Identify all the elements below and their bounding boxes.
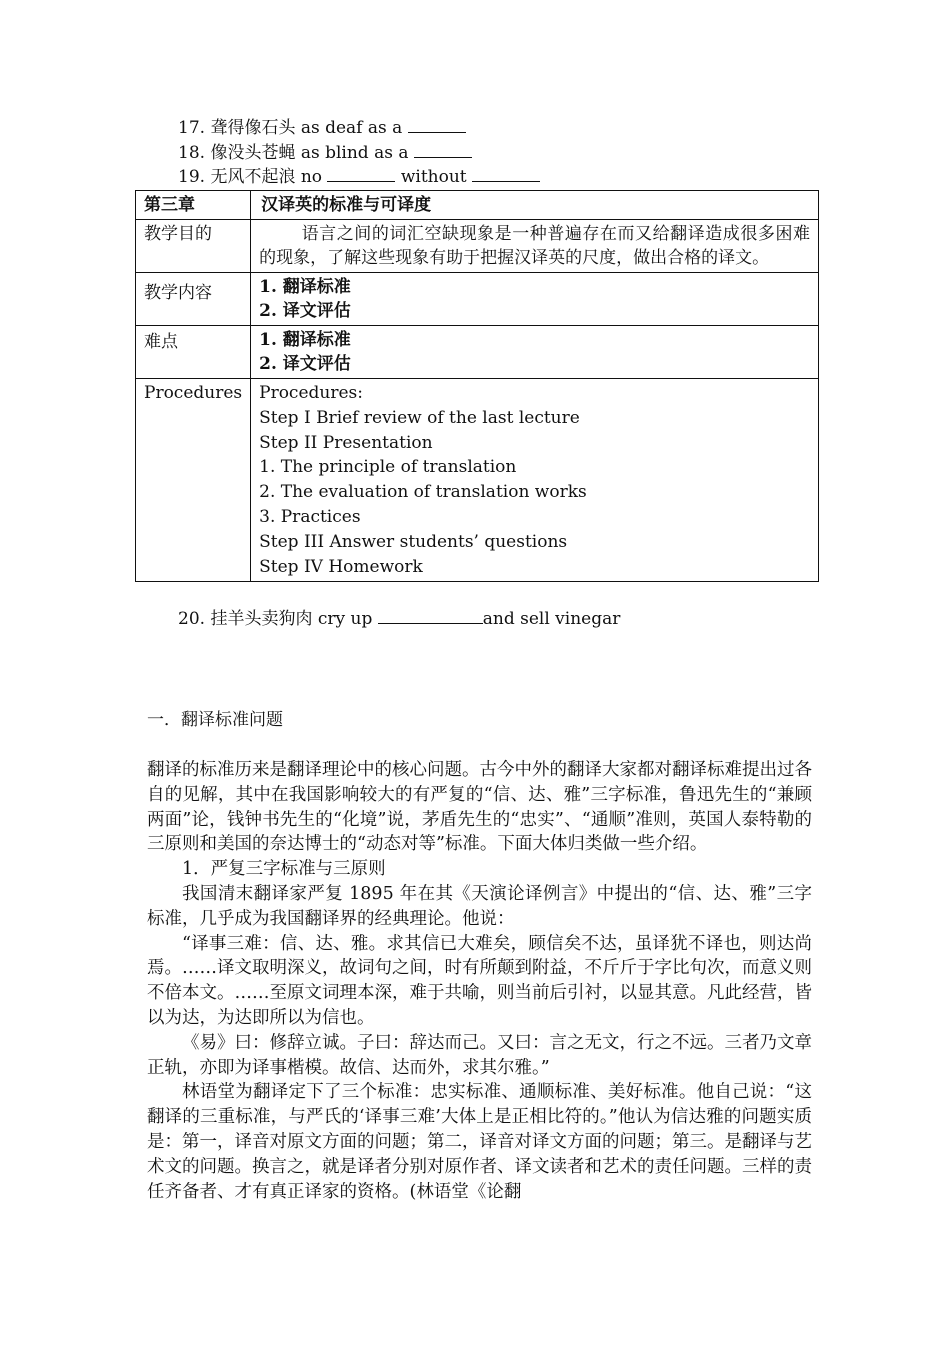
chapter-label: 第三章 [136, 191, 251, 220]
paragraph: 我国清末翻译家严复 1895 年在其《天演论译例言》中提出的“信、达、雅”三字标准，几乎成为我国翻译界的经典理论。他说： [147, 883, 812, 929]
answer-blank [327, 165, 395, 182]
lesson-plan-table [135, 190, 819, 582]
list-item: Step III Answer students’ questions [259, 531, 568, 552]
subheading: 1．严复三字标准与三原则 [182, 859, 386, 880]
exercise-19: 19. 无风不起浪 no without [178, 165, 540, 189]
procedures-label: Procedures [136, 379, 251, 582]
list-item: 2. 译文评估 [259, 301, 351, 321]
section-heading: 一．翻译标准问题 [147, 710, 283, 730]
table-row [136, 220, 819, 273]
list-item: Procedures: [259, 383, 363, 403]
answer-blank [472, 165, 540, 182]
content-label: 教学内容 [136, 273, 251, 326]
paragraph: 翻译的标准历来是翻译理论中的核心问题。古今中外的翻译大家都对翻译标难提出过各自的见解，其中在我国影响较大的有严复的“信、达、雅”三字标准，鲁迅先生的“兼顾两面”论，钱钟书先生的“化境”说，茅盾先生的“忠实”、“通顺”准则，英国人泰特勒的三原则和美国的奈达博士的“动态对等”标准。下面大体归类做一些介绍。 [147, 760, 812, 855]
body-text [147, 758, 812, 1204]
table-row [136, 191, 819, 220]
answer-blank [408, 116, 466, 133]
table-row [136, 326, 819, 379]
table-row [136, 379, 819, 582]
list-item: 1. 翻译标准 [259, 277, 351, 297]
chapter-title: 汉译英的标准与可译度 [251, 191, 819, 220]
list-item: 1. The principle of translation [259, 457, 517, 478]
list-item: 2. 译文评估 [259, 354, 351, 374]
exercise-17: 17. 聋得像石头 as deaf as a [178, 116, 466, 140]
purpose-text: 语言之间的词汇空缺现象是一种普遍存在而又给翻译造成很多困难的现象，了解这些现象有助于把握汉译英的尺度，做出合格的译文。 [251, 220, 819, 273]
paragraph: 林语堂为翻译定下了三个标准：忠实标准、通顺标准、美好标准。他自己说：“这翻译的三重标准，与严氏的‘译事三难’大体上是正相比符的。”他认为信达雅的问题实质是：第一，译音对原文方面的问题；第二，译音对译文方面的问题；第三。是翻译与艺术文的问题。换言之，就是译者分别对原作者、译文读者和艺术的责任问题。三样的责任齐备者、才有真正译家的资格。(林语堂《论翻 [147, 1082, 812, 1202]
table-row [136, 273, 819, 326]
answer-blank [414, 141, 472, 158]
exercise-18: 18. 像没头苍蝇 as blind as a [178, 141, 472, 165]
list-item: 3. Practices [259, 506, 361, 527]
quote-paragraph: “译事三难：信、达、雅。求其信已大难矣，顾信矣不达，虽译犹不译也，则达尚焉。……译文取明深义，故词句之间，时有所颠到附益，不斤斤于字比句次，而意义则不倍本文。……至原文词理本深，难于共喻，则当前后引衬，以显其意。凡此经营，皆以为达，为达即所以为信也。 [147, 933, 812, 1028]
difficulty-label: 难点 [136, 326, 251, 379]
quote-paragraph: 《易》曰：修辞立诚。子曰：辞达而己。又曰：言之无文，行之不远。三者乃文章正轨，亦即为译事楷模。故信、达而外，求其尔雅。” [147, 1032, 812, 1078]
difficulty-list [251, 326, 819, 379]
content-list [251, 273, 819, 326]
answer-blank [378, 607, 483, 624]
list-item: Step IV Homework [259, 556, 423, 577]
list-item: Step II Presentation [259, 432, 433, 453]
exercise-20: 20. 挂羊头卖狗肉 cry up and sell vinegar [178, 609, 621, 629]
list-item: 2. The evaluation of translation works [259, 482, 587, 503]
list-item: 1. 翻译标准 [259, 330, 351, 350]
purpose-label: 教学目的 [136, 220, 251, 273]
procedures-list [251, 379, 819, 582]
list-item: Step I Brief review of the last lecture [259, 407, 580, 428]
